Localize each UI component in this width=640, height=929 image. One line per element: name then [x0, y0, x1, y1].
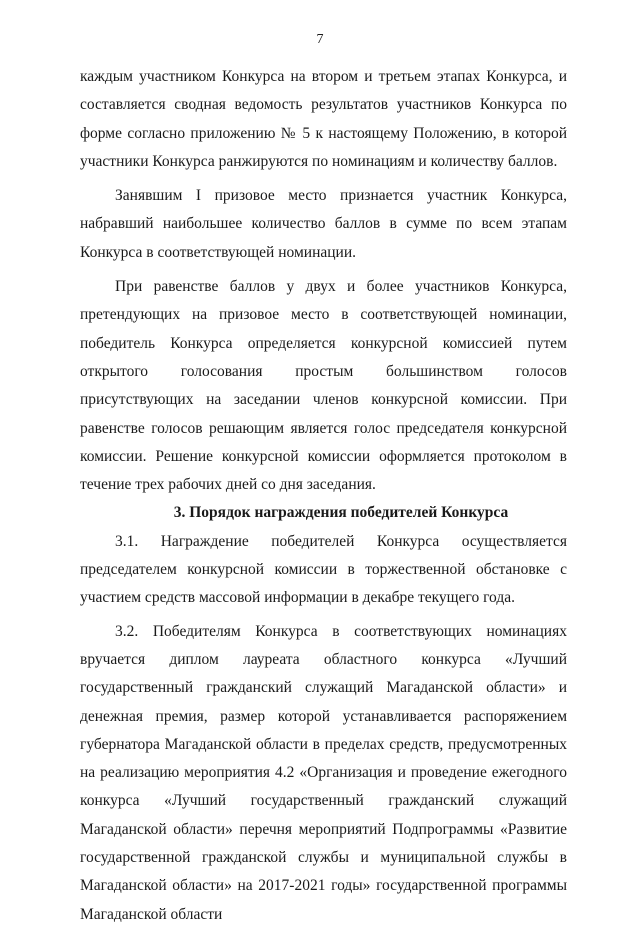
- paragraph-3-1: 3.1. Награждение победителей Конкурса осуществляется председателем конкурсной комиссии в торжественной обстановке с участием средств массовой информации в декабре текущего года.: [80, 532, 567, 607]
- paragraph-3-2: 3.2. Победителям Конкурса в соответствующих номинациях вручается диплом лауреата областного конкурса «Лучший государственный гражданский служащий Магаданской области» и денежная премия, размер которой устанавливается распоряжением губернатора Магаданской области в пределах средств, предусмотренных на реализацию мероприятия 4.2 «Организация и проведение ежегодного конкурса «Лучший государственный гражданский служащий Магаданской области» перечня мероприятий Подпрограммы «Развитие государственной гражданской службы и муниципальной службы в Магаданской области» на 2017-2021 годы» государственной программы Магаданской области: [80, 622, 567, 923]
- section-heading: 3. Порядок награждения победителей Конкурса: [173, 504, 509, 522]
- page-number: 7: [316, 32, 324, 47]
- paragraph-first-place: Занявшим I призовое место признается участник Конкурса, набравший наибольшее количество баллов в сумме по всем этапам Конкурса в соответствующей номинации.: [80, 187, 567, 261]
- paragraph-ranking-continuation: каждым участником Конкурса на втором и третьем этапах Конкурса, и составляется сводная ведомость результатов участников Конкурса по форме согласно приложению № 5 к настоящему Положению, в которой участники Конкурса ранжируются по номинациям и количеству баллов.: [80, 68, 567, 170]
- paragraph-tie-rule: При равенстве баллов у двух и более участников Конкурса, претендующих на призовое место в соответствующей номинации, победитель Конкурса определяется конкурсной комиссией путем открытого голосования простым большинством голосов присутствующих на заседании членов конкурсной комиссии. При равенстве голосов решающим является голос председателя конкурсной комиссии. Решение конкурсной комиссии оформляется протоколом в течение трех рабочих дней со дня заседания.: [80, 278, 567, 494]
- document-body: [80, 63, 567, 929]
